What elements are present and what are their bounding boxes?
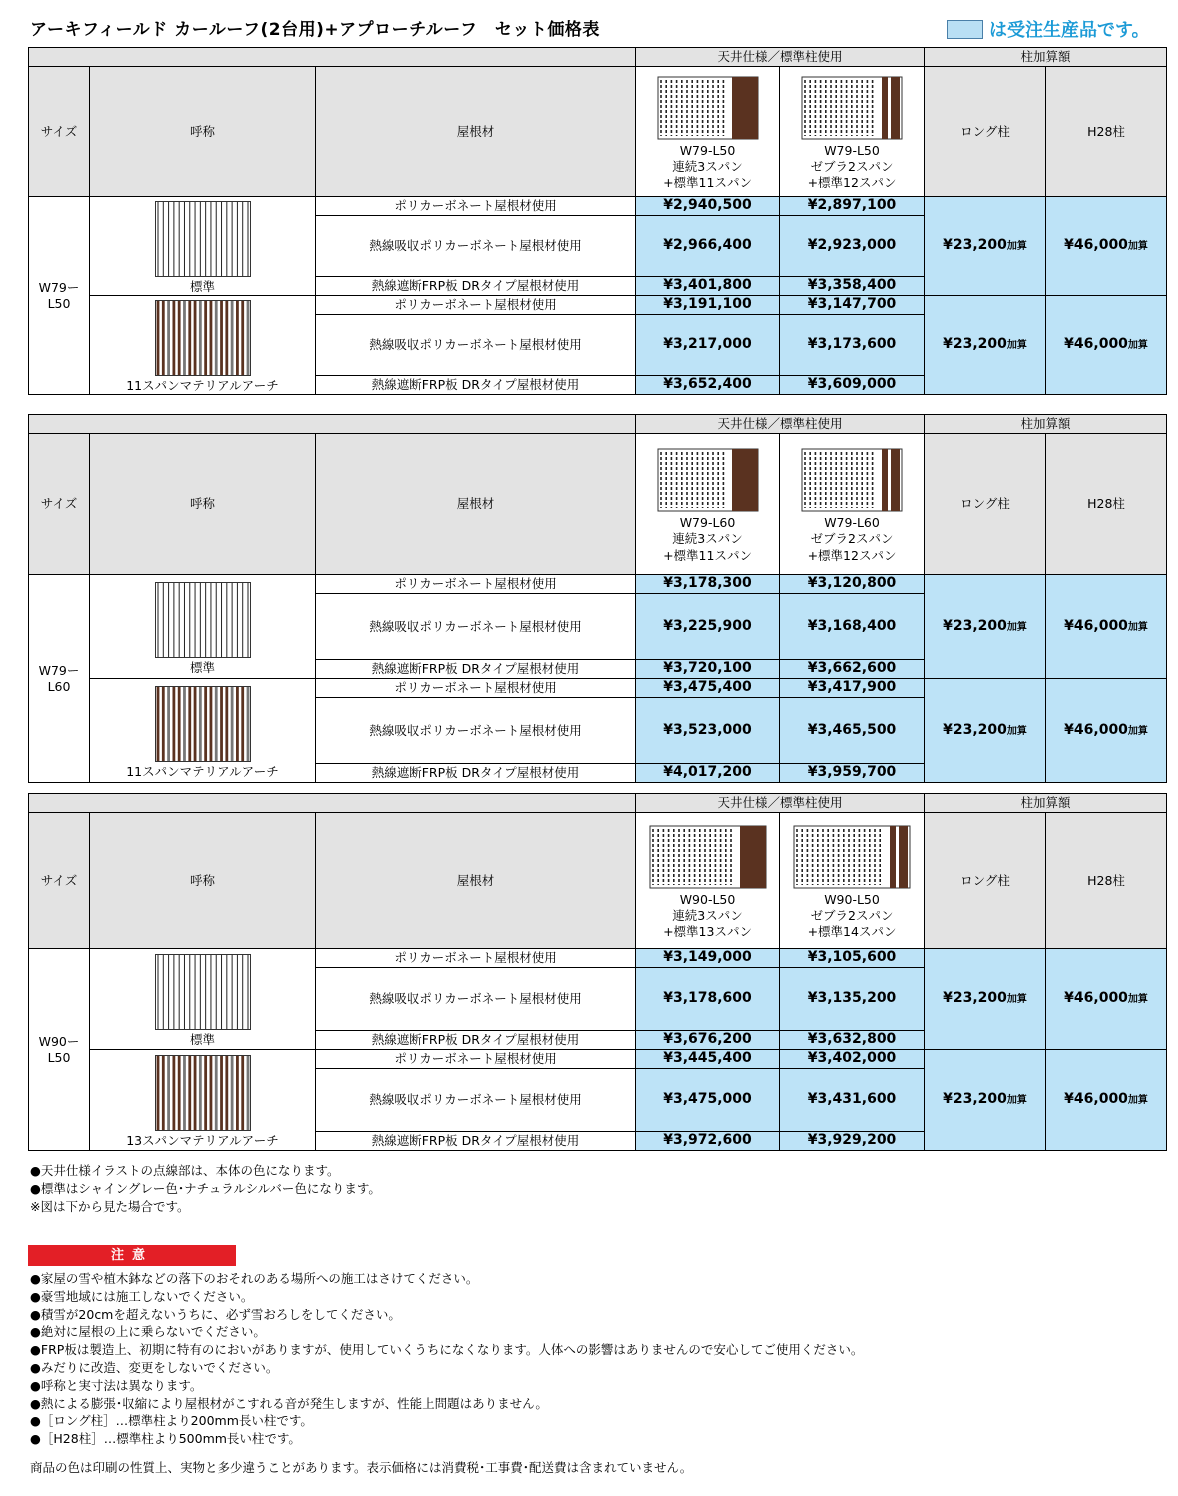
footer-note: 商品の色は印刷の性質上、実物と多少違うことがあります。表示価格には消費税･工事費･配送費は含まれていません。	[30, 1460, 693, 1475]
price-table	[28, 414, 1167, 783]
long-pillar-add-cell	[925, 679, 1046, 783]
caution-item: ●家屋の雪や植木鉢などの落下のおそれのある場所への施工はさけてください。	[30, 1271, 479, 1286]
price-cell: ¥2,940,500	[636, 197, 780, 216]
add-unit: 加算	[1127, 241, 1148, 253]
price-table	[28, 793, 1167, 1151]
caption-line: +標準11スパン	[663, 175, 752, 191]
roof-material-cell: ポリカーボネート屋根材使用	[316, 1050, 636, 1069]
zebra-span-illustration	[801, 448, 903, 512]
add-amount: ¥23,200	[943, 1091, 1007, 1108]
add-amount: ¥23,200	[943, 237, 1007, 254]
roof-material-cell: 熱線遮断FRP板 DRタイプ屋根材使用	[316, 764, 636, 783]
caution-item: ●豪雪地域には施工しないでください。	[30, 1288, 254, 1304]
size-line: W79ー	[38, 662, 80, 678]
size-line: W90ー	[38, 1033, 80, 1049]
roof-material-cell: 熱線吸収ポリカーボネート屋根材使用	[316, 216, 636, 277]
roof-header: 屋根材	[316, 813, 636, 949]
price-cell: ¥3,191,100	[636, 296, 780, 315]
price-cell: ¥3,105,600	[780, 949, 925, 968]
caution-item: ●熱による膨張･収縮により屋根材がこすれる音が発生しますが、性能上問題はありません。	[30, 1395, 548, 1411]
size-line: W79ー	[38, 279, 80, 295]
material-arch-pattern	[155, 686, 251, 762]
note-line: ●天井仕様イラストの点線部は、本体の色になります。	[30, 1163, 340, 1178]
table-row	[29, 1050, 1167, 1069]
size-cell	[29, 575, 90, 783]
price-cell: ¥3,676,200	[636, 1031, 780, 1050]
caption-line: ゼブラ2スパン	[810, 907, 894, 923]
name-cell	[90, 575, 316, 679]
name-cell	[90, 949, 316, 1050]
size-header: サイズ	[29, 434, 90, 575]
add-amount: ¥46,000	[1064, 336, 1128, 353]
caption-line: +標準14スパン	[807, 924, 897, 940]
add-amount: ¥46,000	[1064, 1091, 1128, 1108]
price-cell: ¥3,523,000	[636, 698, 780, 764]
h28-pillar-add-cell	[1046, 575, 1167, 679]
roof-material-cell: ポリカーボネート屋根材使用	[316, 197, 636, 216]
price-cell: ¥3,445,400	[636, 1050, 780, 1069]
price-cell: ¥3,217,000	[636, 315, 780, 376]
price-cell: ¥3,401,800	[636, 277, 780, 296]
h28-pillar-add-cell	[1046, 296, 1167, 395]
size-line: L50	[47, 295, 71, 311]
caption-line: +標準12スパン	[807, 547, 897, 563]
continuous-span-illustration	[657, 76, 759, 140]
add-unit: 加算	[1127, 1095, 1148, 1107]
caution-list	[30, 1270, 863, 1448]
note-line: ※図は下から見た場合です。	[30, 1199, 190, 1214]
material-arch-pattern	[155, 300, 251, 376]
caption-line: +標準12スパン	[807, 175, 897, 191]
roof-material-cell: ポリカーボネート屋根材使用	[316, 575, 636, 594]
name-label: 標準	[189, 659, 215, 675]
add-unit: 加算	[1127, 621, 1148, 633]
span-caption	[636, 892, 779, 941]
continuous-span-cell	[636, 67, 780, 197]
size-cell	[29, 197, 90, 395]
price-cell: ¥3,431,600	[780, 1069, 925, 1132]
caption-line: W79-L50	[679, 142, 736, 158]
caption-line: W90-L50	[824, 891, 880, 907]
caption-line: +標準13スパン	[663, 924, 752, 940]
size-line: L60	[47, 678, 71, 694]
caution-item: ●［H28柱］…標準柱より500mm長い柱です。	[30, 1431, 301, 1447]
h28-pillar-header: H28柱	[1046, 813, 1167, 949]
span-caption	[636, 143, 779, 192]
name-header: 呼称	[90, 67, 316, 197]
h28-pillar-header: H28柱	[1046, 67, 1167, 197]
header-spacer	[29, 415, 636, 434]
notes	[30, 1162, 381, 1216]
price-cell: ¥2,897,100	[780, 197, 925, 216]
price-cell: ¥3,720,100	[636, 660, 780, 679]
long-pillar-header: ロング柱	[925, 434, 1046, 575]
table-row	[29, 575, 1167, 594]
zebra-span-illustration	[801, 76, 903, 140]
note-line: ●標準はシャイングレー色･ナチュラルシルバー色になります。	[30, 1181, 381, 1196]
roof-material-cell: 熱線吸収ポリカーボネート屋根材使用	[316, 698, 636, 764]
standard-roof-pattern	[155, 201, 251, 277]
price-cell: ¥2,923,000	[780, 216, 925, 277]
long-pillar-add-cell	[925, 197, 1046, 296]
name-label: 11スパンマテリアルアーチ	[126, 378, 279, 394]
roof-header: 屋根材	[316, 67, 636, 197]
size-line: L50	[47, 1049, 71, 1065]
price-cell: ¥3,972,600	[636, 1132, 780, 1151]
long-pillar-add-cell	[925, 575, 1046, 679]
roof-material-cell: ポリカーボネート屋根材使用	[316, 949, 636, 968]
caution-item: ●呼称と実寸法は異なります。	[30, 1377, 203, 1393]
add-unit: 加算	[1127, 994, 1148, 1006]
continuous-span-illustration	[649, 825, 767, 889]
h28-pillar-add-cell	[1046, 949, 1167, 1050]
long-pillar-add-cell	[925, 296, 1046, 395]
add-amount: ¥46,000	[1064, 237, 1128, 254]
header-spacer	[29, 794, 636, 813]
span-caption	[780, 892, 924, 941]
roof-material-cell: ポリカーボネート屋根材使用	[316, 296, 636, 315]
price-cell: ¥3,662,600	[780, 660, 925, 679]
name-cell	[90, 1050, 316, 1151]
add-amount: ¥46,000	[1064, 990, 1128, 1007]
h28-pillar-add-cell	[1046, 1050, 1167, 1151]
caption-line: W90-L50	[679, 891, 736, 907]
long-pillar-header: ロング柱	[925, 813, 1046, 949]
caption-line: W79-L50	[824, 142, 880, 158]
size-cell	[29, 949, 90, 1151]
price-cell: ¥3,168,400	[780, 594, 925, 660]
zebra-span-cell	[780, 434, 925, 575]
add-unit: 加算	[1006, 621, 1027, 633]
add-amount: ¥46,000	[1064, 617, 1128, 634]
caption-line: W79-L60	[824, 515, 880, 531]
legend-text: は受注生産品です。	[989, 20, 1150, 41]
price-cell: ¥3,120,800	[780, 575, 925, 594]
name-header: 呼称	[90, 434, 316, 575]
add-amount: ¥23,200	[943, 617, 1007, 634]
roof-material-cell: 熱線遮断FRP板 DRタイプ屋根材使用	[316, 376, 636, 395]
table-row	[29, 197, 1167, 216]
name-label: 標準	[189, 1032, 215, 1048]
caution-item: ●絶対に屋根の上に乗らないでください。	[30, 1324, 266, 1340]
price-cell: ¥3,417,900	[780, 679, 925, 698]
price-cell: ¥3,173,600	[780, 315, 925, 376]
zebra-span-illustration	[793, 825, 911, 889]
continuous-span-cell	[636, 434, 780, 575]
continuous-span-illustration	[657, 448, 759, 512]
name-label: 標準	[189, 279, 215, 295]
name-label: 11スパンマテリアルアーチ	[126, 763, 279, 779]
caption-line: ゼブラ2スパン	[810, 158, 894, 174]
long-pillar-header: ロング柱	[925, 67, 1046, 197]
price-cell: ¥4,017,200	[636, 764, 780, 783]
caption-line: 連続3スパン	[672, 907, 743, 923]
price-cell: ¥3,135,200	[780, 968, 925, 1031]
add-unit: 加算	[1127, 725, 1148, 737]
price-cell: ¥3,402,000	[780, 1050, 925, 1069]
span-caption	[780, 143, 924, 192]
roof-material-cell: 熱線吸収ポリカーボネート屋根材使用	[316, 315, 636, 376]
roof-material-cell: 熱線遮断FRP板 DRタイプ屋根材使用	[316, 1132, 636, 1151]
roof-header: 屋根材	[316, 434, 636, 575]
pillar-add-header: 柱加算額	[925, 48, 1167, 67]
name-cell	[90, 679, 316, 783]
continuous-span-cell	[636, 813, 780, 949]
caution-item: ●［ロング柱］…標準柱より200mm長い柱です。	[30, 1413, 313, 1429]
price-cell: ¥3,609,000	[780, 376, 925, 395]
price-cell: ¥3,225,900	[636, 594, 780, 660]
table-row	[29, 949, 1167, 968]
caption-line: +標準11スパン	[663, 547, 752, 563]
add-unit: 加算	[1127, 340, 1148, 352]
zebra-span-cell	[780, 813, 925, 949]
legend	[947, 16, 1150, 42]
table-row	[29, 296, 1167, 315]
name-header: 呼称	[90, 813, 316, 949]
long-pillar-add-cell	[925, 949, 1046, 1050]
price-table	[28, 47, 1167, 395]
caption-line: W79-L60	[679, 515, 736, 531]
ceiling-spec-header: 天井仕様／標準柱使用	[636, 48, 925, 67]
long-pillar-add-cell	[925, 1050, 1046, 1151]
h28-pillar-header: H28柱	[1046, 434, 1167, 575]
standard-roof-pattern	[155, 954, 251, 1030]
h28-pillar-add-cell	[1046, 679, 1167, 783]
roof-material-cell: 熱線吸収ポリカーボネート屋根材使用	[316, 968, 636, 1031]
add-amount: ¥23,200	[943, 721, 1007, 738]
add-unit: 加算	[1006, 725, 1027, 737]
name-cell	[90, 197, 316, 296]
ceiling-spec-header: 天井仕様／標準柱使用	[636, 415, 925, 434]
price-cell: ¥3,149,000	[636, 949, 780, 968]
name-label: 13スパンマテリアルアーチ	[126, 1133, 279, 1149]
material-arch-pattern	[155, 1055, 251, 1131]
price-cell: ¥3,929,200	[780, 1132, 925, 1151]
add-unit: 加算	[1006, 241, 1027, 253]
price-cell: ¥3,959,700	[780, 764, 925, 783]
pillar-add-header: 柱加算額	[925, 415, 1167, 434]
roof-material-cell: 熱線遮断FRP板 DRタイプ屋根材使用	[316, 660, 636, 679]
price-cell: ¥3,475,000	[636, 1069, 780, 1132]
roof-material-cell: 熱線吸収ポリカーボネート屋根材使用	[316, 594, 636, 660]
price-cell: ¥3,652,400	[636, 376, 780, 395]
h28-pillar-add-cell	[1046, 197, 1167, 296]
size-header: サイズ	[29, 813, 90, 949]
price-cell: ¥3,465,500	[780, 698, 925, 764]
caution-item: ●みだりに改造、変更をしないでください。	[30, 1359, 279, 1375]
span-caption	[636, 515, 779, 564]
add-unit: 加算	[1006, 1095, 1027, 1107]
page-title: アーキフィールド カールーフ(2台用)+アプローチルーフ セット価格表	[30, 20, 600, 40]
price-cell: ¥3,358,400	[780, 277, 925, 296]
legend-swatch	[947, 20, 983, 39]
caption-line: ゼブラ2スパン	[810, 531, 894, 547]
roof-material-cell: ポリカーボネート屋根材使用	[316, 679, 636, 698]
zebra-span-cell	[780, 67, 925, 197]
caption-line: 連続3スパン	[672, 158, 743, 174]
price-cell: ¥3,178,300	[636, 575, 780, 594]
price-cell: ¥3,147,700	[780, 296, 925, 315]
span-caption	[780, 515, 924, 564]
name-cell	[90, 296, 316, 395]
caution-item: ●積雪が20cmを超えないうちに、必ず雪おろしをしてください。	[30, 1306, 401, 1322]
standard-roof-pattern	[155, 582, 251, 658]
caption-line: 連続3スパン	[672, 531, 743, 547]
price-cell: ¥3,178,600	[636, 968, 780, 1031]
size-header: サイズ	[29, 67, 90, 197]
header-spacer	[29, 48, 636, 67]
table-row	[29, 679, 1167, 698]
roof-material-cell: 熱線遮断FRP板 DRタイプ屋根材使用	[316, 1031, 636, 1050]
price-cell: ¥3,475,400	[636, 679, 780, 698]
roof-material-cell: 熱線遮断FRP板 DRタイプ屋根材使用	[316, 277, 636, 296]
add-amount: ¥46,000	[1064, 721, 1128, 738]
roof-material-cell: 熱線吸収ポリカーボネート屋根材使用	[316, 1069, 636, 1132]
pillar-add-header: 柱加算額	[925, 794, 1167, 813]
caution-heading: 注意	[28, 1245, 236, 1266]
add-unit: 加算	[1006, 994, 1027, 1006]
caution-item: ●FRP板は製造上、初期に特有のにおいがありますが、使用していくうちになくなります。人体への影響はありませんので安心してご使用ください。	[30, 1342, 864, 1358]
price-cell: ¥3,632,800	[780, 1031, 925, 1050]
add-unit: 加算	[1006, 340, 1027, 352]
add-amount: ¥23,200	[943, 336, 1007, 353]
add-amount: ¥23,200	[943, 990, 1007, 1007]
price-cell: ¥2,966,400	[636, 216, 780, 277]
ceiling-spec-header: 天井仕様／標準柱使用	[636, 794, 925, 813]
